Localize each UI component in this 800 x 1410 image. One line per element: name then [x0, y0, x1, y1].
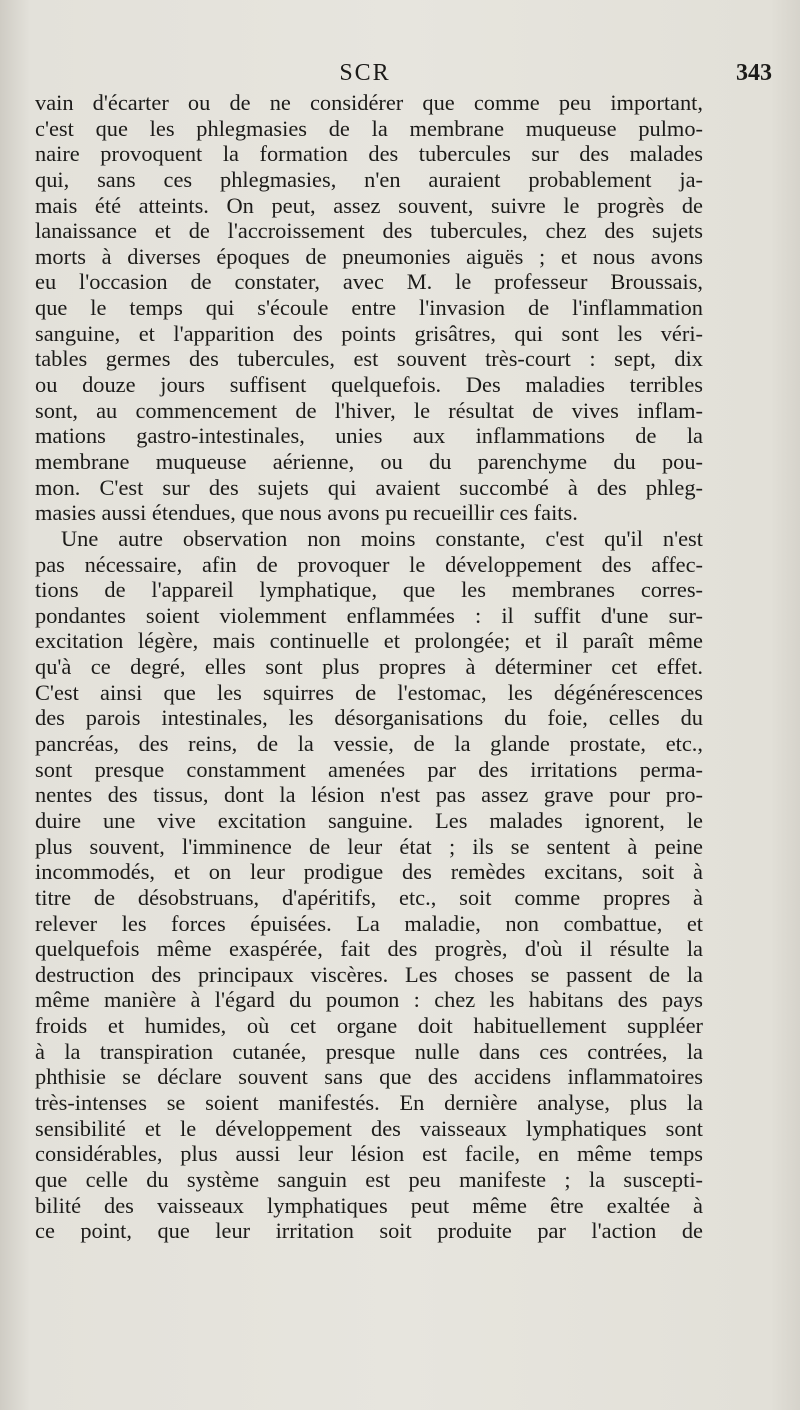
text-line: duire une vive excitation sanguine. Les malades ignorent, le: [35, 807, 703, 833]
text-line: bilité des vaisseaux lymphatiques peut même être exaltée à: [35, 1192, 703, 1218]
text-line: très-intenses se soient manifestés. En dernière analyse, plus la: [35, 1089, 703, 1115]
text-line: nentes des tissus, dont la lésion n'est pas assez grave pour pro-: [35, 782, 703, 808]
text-line: Une autre observation non moins constante, c'est qu'il n'est: [61, 525, 703, 551]
text-line: masies aussi étendues, que nous avons pu recueillir ces faits.: [35, 500, 578, 526]
text-line: plus souvent, l'imminence de leur état ; ils se sentent à peine: [35, 833, 703, 859]
text-line: excitation légère, mais continuelle et prolongée; et il paraît même: [35, 628, 703, 654]
text-line: naire provoquent la formation des tubercules sur des malades: [35, 141, 703, 167]
text-line: sanguine, et l'apparition des points grisâtres, qui sont les véri-: [35, 320, 703, 346]
text-line: incommodés, et on leur prodigue des remèdes excitans, soit à: [35, 859, 703, 885]
text-line: quelquefois même exaspérée, fait des progrès, d'où il résulte la: [35, 936, 703, 962]
text-line: des parois intestinales, les désorganisations du foie, celles du: [35, 705, 703, 731]
page-header: [0, 58, 800, 94]
text-line: froids et humides, où cet organe doit habituellement suppléer: [35, 1013, 703, 1039]
text-line: mais été atteints. On peut, assez souvent, suivre le progrès de: [35, 192, 703, 218]
text-line: sensibilité et le développement des vaisseaux lymphatiques sont: [35, 1115, 703, 1141]
running-head: SCR: [339, 60, 391, 86]
text-line: phthisie se déclare souvent sans que des accidens inflammatoires: [35, 1064, 703, 1090]
text-line: c'est que les phlegmasies de la membrane muqueuse pulmo-: [35, 115, 703, 141]
text-line: tables germes des tubercules, est souvent très-court : sept, dix: [35, 346, 703, 372]
text-line: qui, sans ces phlegmasies, n'en auraient probablement ja-: [35, 166, 703, 192]
text-line: destruction des principaux viscères. Les choses se passent de la: [35, 961, 703, 987]
text-line: pas nécessaire, afin de provoquer le développement des affec-: [35, 551, 703, 577]
text-line: titre de désobstruans, d'apéritifs, etc., soit comme propres à: [35, 884, 703, 910]
text-line: à la transpiration cutanée, presque nulle dans ces contrées, la: [35, 1038, 703, 1064]
text-line: même manière à l'égard du poumon : chez les habitans des pays: [35, 987, 703, 1013]
text-line: mations gastro-intestinales, unies aux inflammations de la: [35, 423, 703, 449]
text-line: ou douze jours suffisent quelquefois. Des maladies terribles: [35, 372, 703, 398]
text-line: ce point, que leur irritation soit produite par l'action de: [35, 1218, 703, 1244]
page-number: 343: [736, 60, 772, 86]
text-line: C'est ainsi que les squirres de l'estomac, les dégénérescences: [35, 679, 703, 705]
text-line: relever les forces épuisées. La maladie, non combattue, et: [35, 910, 703, 936]
text-line: membrane muqueuse aérienne, ou du parenchyme du pou-: [35, 448, 703, 474]
text-line: lanaissance et de l'accroissement des tubercules, chez des sujets: [35, 218, 703, 244]
text-line: vain d'écarter ou de ne considérer que comme peu important,: [35, 90, 703, 115]
text-line: tions de l'appareil lymphatique, que les membranes corres-: [35, 577, 703, 603]
text-line: que le temps qui s'écoule entre l'invasion de l'inflammation: [35, 295, 703, 321]
body-text: [35, 90, 703, 1244]
text-line: considérables, plus aussi leur lésion est facile, en même temps: [35, 1141, 703, 1167]
text-line: que celle du système sanguin est peu manifeste ; la suscepti-: [35, 1166, 703, 1192]
text-line: pondantes soient violemment enflammées : il suffit d'une sur-: [35, 602, 703, 628]
text-line: eu l'occasion de constater, avec M. le professeur Broussais,: [35, 269, 703, 295]
text-line: sont, au commencement de l'hiver, le résultat de vives inflam-: [35, 397, 703, 423]
text-line: morts à diverses époques de pneumonies aiguës ; et nous avons: [35, 243, 703, 269]
text-line: qu'à ce degré, elles sont plus propres à déterminer cet effet.: [35, 654, 703, 680]
text-line: mon. C'est sur des sujets qui avaient succombé à des phleg-: [35, 474, 703, 500]
text-line: sont presque constamment amenées par des irritations perma-: [35, 756, 703, 782]
text-line: pancréas, des reins, de la vessie, de la glande prostate, etc.,: [35, 731, 703, 757]
